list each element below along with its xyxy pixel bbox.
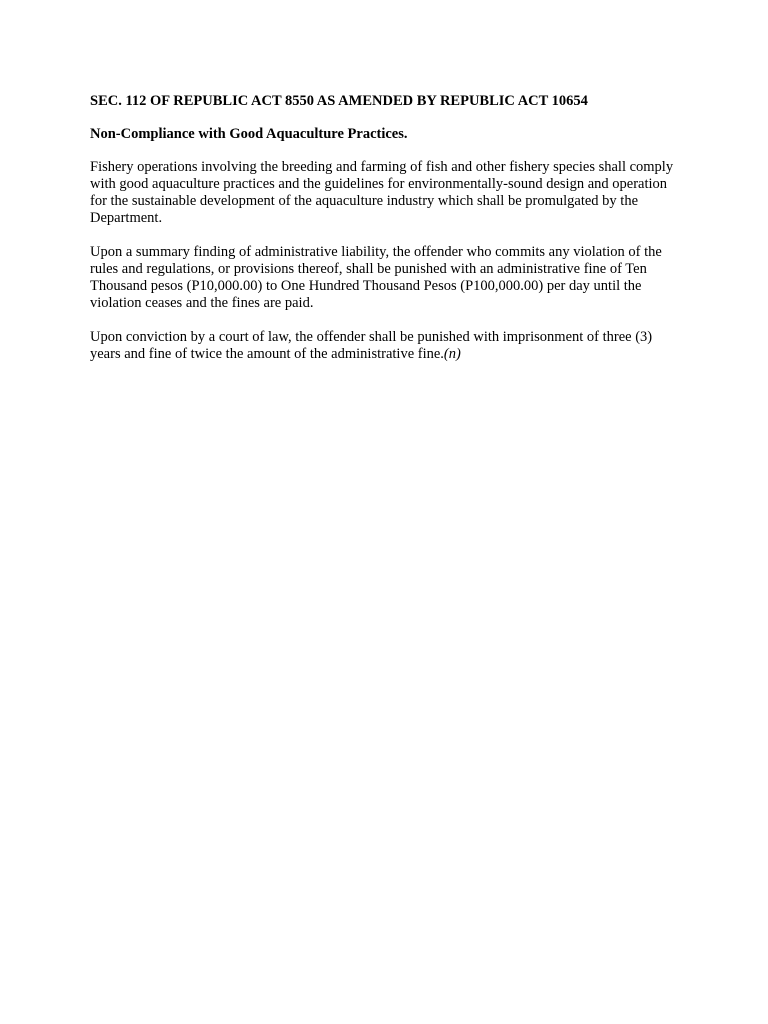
- paragraph-3: [90, 329, 680, 363]
- paragraph-text: years and fine of twice the amount of the administrative fine.: [90, 346, 444, 362]
- document-page: [90, 93, 680, 380]
- paragraph-line: Fishery operations involving the breeding and farming of fish and other fishery species shall comply: [90, 159, 674, 175]
- section-subtitle: Non-Compliance with Good Aquaculture Practices.: [90, 126, 408, 142]
- paragraph-line: Thousand pesos (P10,000.00) to One Hundred Thousand Pesos (P100,000.00) per day until the: [90, 278, 642, 294]
- paragraph-1: [90, 159, 680, 227]
- paragraph-line: Department.: [90, 210, 163, 226]
- paragraph-line: for the sustainable development of the aquaculture industry which shall be promulgated by the: [90, 193, 639, 209]
- paragraph-line: Upon conviction by a court of law, the offender shall be punished with imprisonment of three (3): [90, 329, 653, 345]
- paragraph-2: [90, 244, 680, 312]
- paragraph-line: violation ceases and the fines are paid.: [90, 295, 314, 311]
- paragraph-line: with good aquaculture practices and the guidelines for environmentally-sound design and operation: [90, 176, 668, 192]
- new-provision-mark: (n): [443, 346, 461, 362]
- paragraph-line: Upon a summary finding of administrative liability, the offender who commits any violation of the: [90, 244, 662, 260]
- section-title: SEC. 112 OF REPUBLIC ACT 8550 AS AMENDED BY REPUBLIC ACT 10654: [90, 93, 588, 109]
- paragraph-line-last: [90, 346, 680, 363]
- paragraph-line: rules and regulations, or provisions thereof, shall be punished with an administrative fine of Ten: [90, 261, 647, 277]
